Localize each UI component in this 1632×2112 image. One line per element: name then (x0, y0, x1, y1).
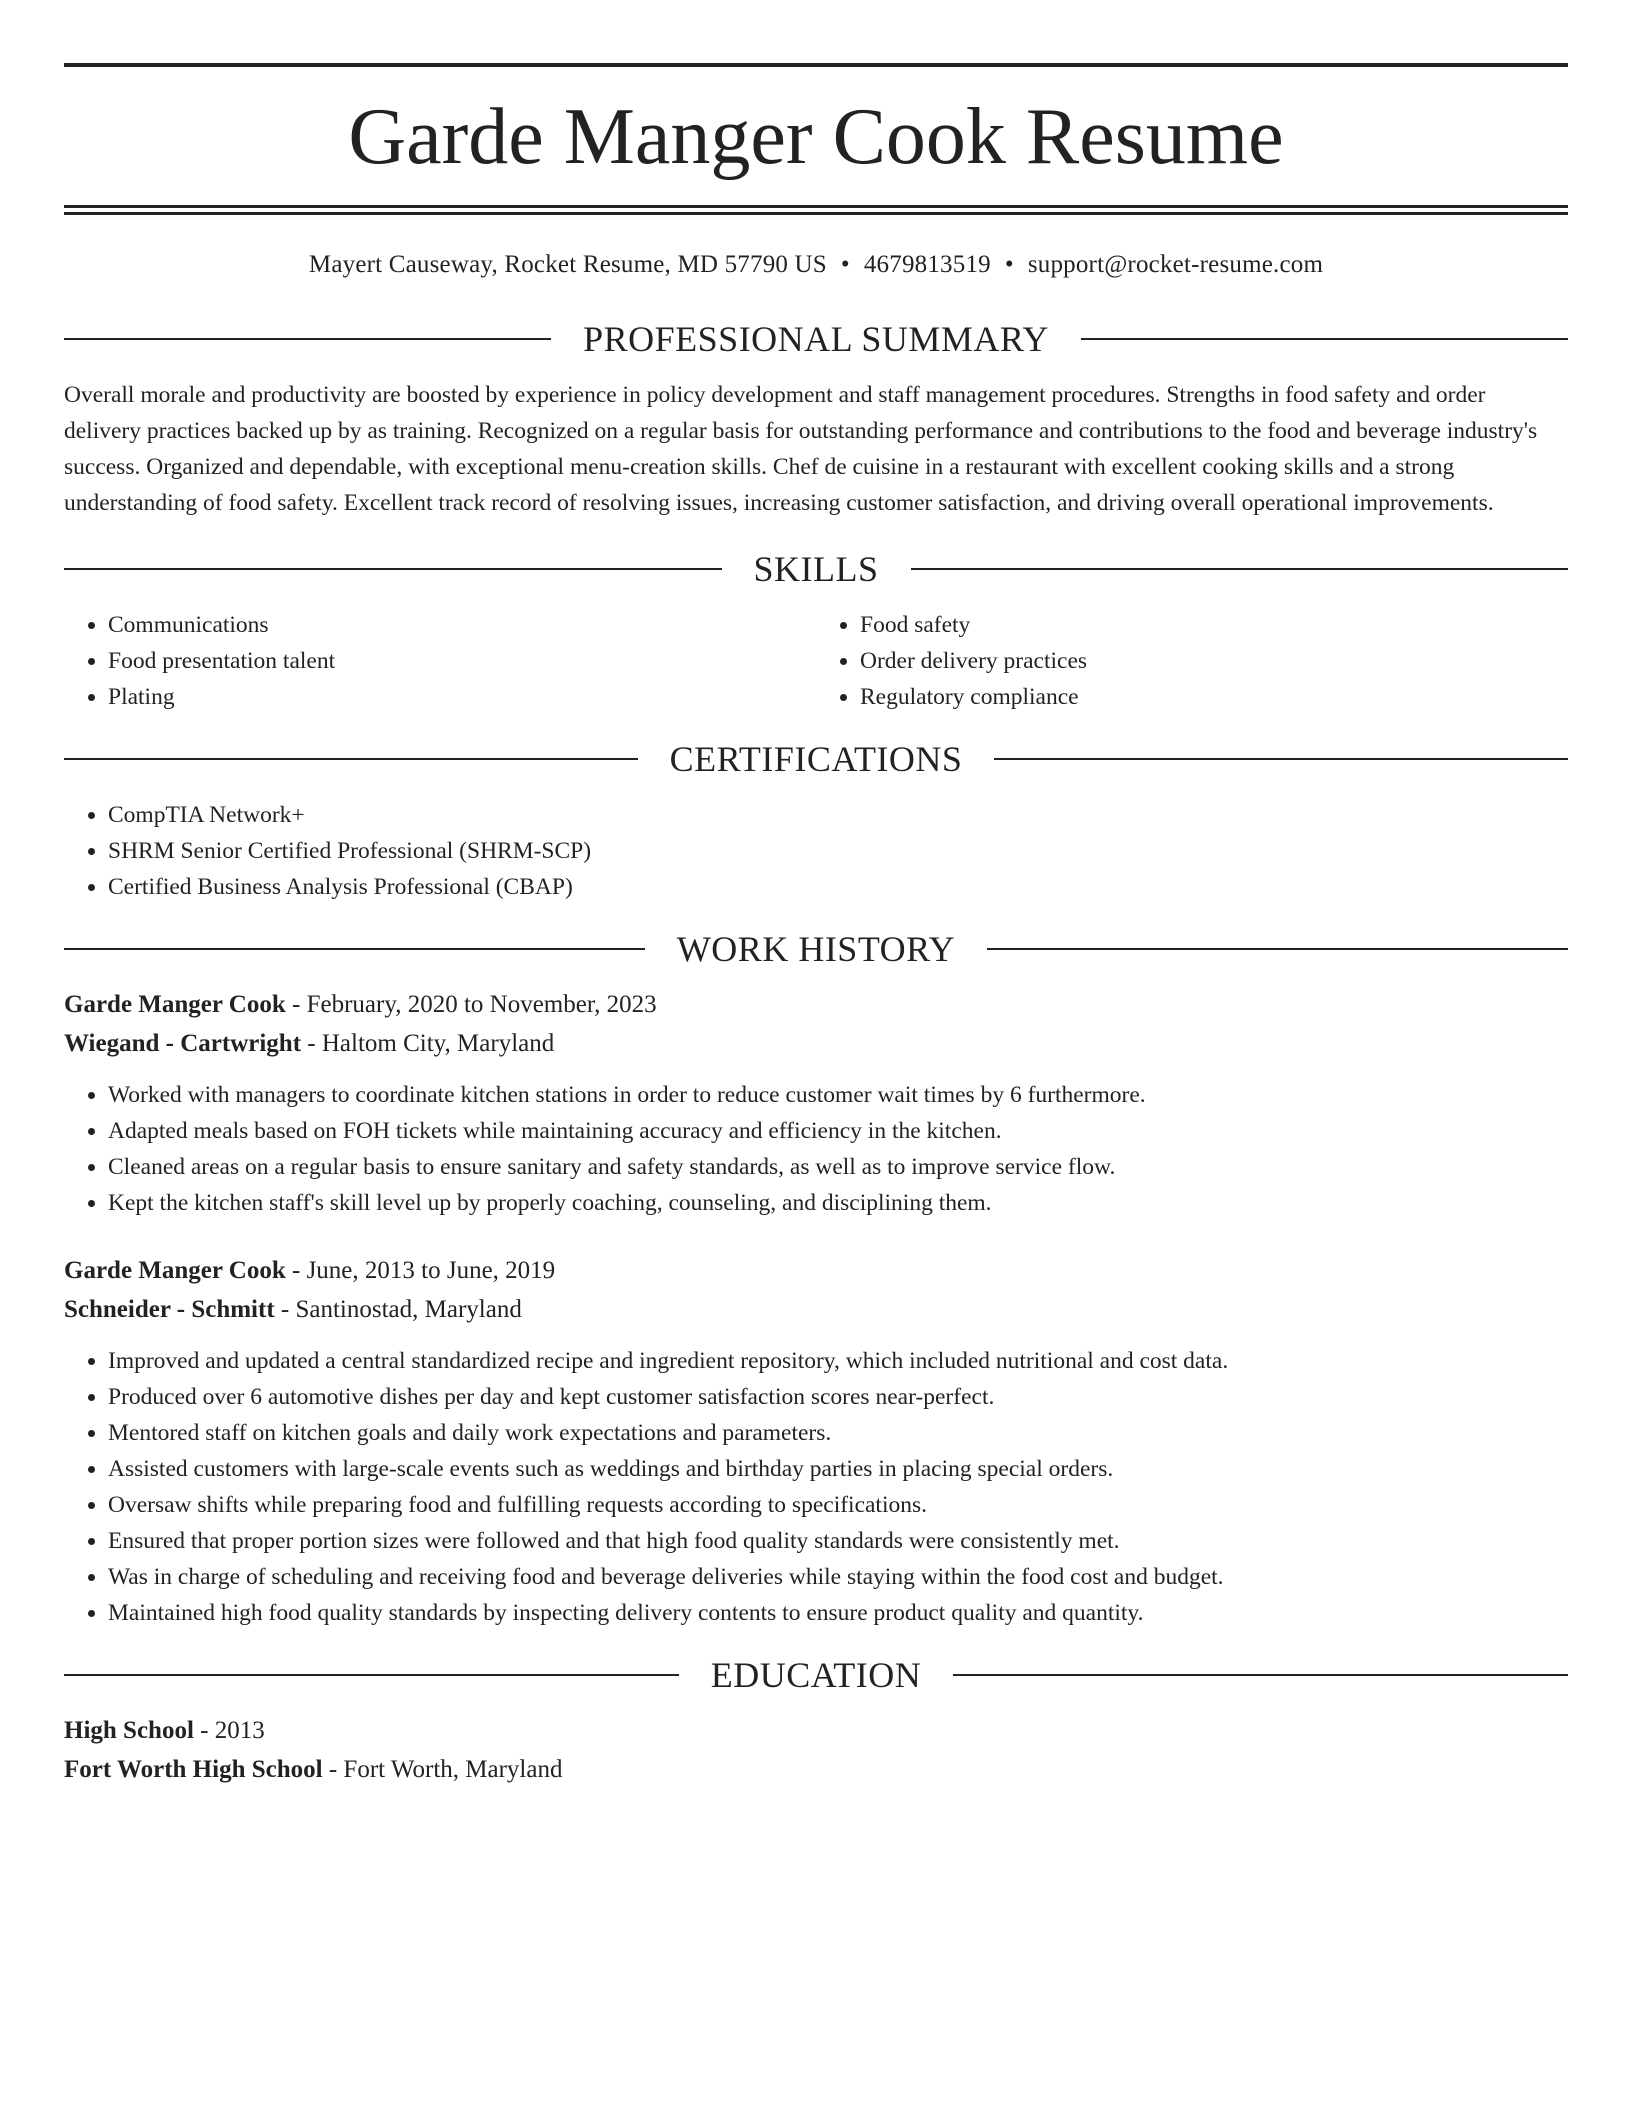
dash-separator: - (285, 1257, 307, 1284)
heading-rule (64, 1674, 679, 1676)
education-school-line (64, 1750, 1568, 1789)
skill-item: • Communications (108, 607, 816, 643)
heading-rule (64, 338, 551, 340)
job-title-line (64, 1251, 1568, 1290)
job-bullet: • Improved and updated a central standardized recipe and ingredient repository, which included nutritional and cost data. (108, 1343, 1568, 1379)
certification-item: • Certified Business Analysis Professional (CBAP) (108, 869, 1568, 905)
job-title: Garde Manger Cook (64, 1257, 286, 1284)
dash-separator: - (274, 1296, 296, 1323)
skill-item: • Food safety (860, 607, 1568, 643)
job-title-line (64, 985, 1568, 1024)
skill-item: • Order delivery practices (860, 643, 1568, 679)
job-location: Santinostad, Maryland (295, 1296, 522, 1323)
heading-rule (911, 568, 1569, 570)
section-heading-work-history (64, 931, 1568, 967)
certification-item: • CompTIA Network+ (108, 797, 1568, 833)
section-title: WORK HISTORY (676, 929, 956, 969)
dash-separator: - (285, 991, 307, 1018)
job-bullets (64, 1077, 1568, 1221)
job-dates: February, 2020 to November, 2023 (306, 991, 657, 1018)
skill-item: • Plating (108, 679, 816, 715)
heading-rule (994, 758, 1568, 760)
top-rule (64, 63, 1568, 67)
job-bullet: • Oversaw shifts while preparing food and fulfilling requests according to specifications. (108, 1487, 1568, 1523)
section-heading-summary (64, 321, 1568, 357)
job-company: Schneider - Schmitt (64, 1296, 275, 1323)
section-title: CERTIFICATIONS (669, 739, 963, 779)
job-bullet: • Mentored staff on kitchen goals and daily work expectations and parameters. (108, 1415, 1568, 1451)
education-degree: High School (64, 1717, 194, 1744)
section-title: PROFESSIONAL SUMMARY (583, 319, 1049, 359)
heading-rule (64, 568, 722, 570)
job-bullet: • Worked with managers to coordinate kitchen stations in order to reduce customer wait times by 6 furthermore. (108, 1077, 1568, 1113)
title-double-rule (64, 205, 1568, 215)
job-bullet: • Assisted customers with large-scale events such as weddings and birthday parties in placing special orders. (108, 1451, 1568, 1487)
contact-phone: 4679813519 (863, 251, 991, 278)
job-bullets (64, 1343, 1568, 1631)
job-bullet: • Adapted meals based on FOH tickets while maintaining accuracy and efficiency in the kitchen. (108, 1113, 1568, 1149)
certifications-list (64, 797, 1568, 905)
section-title: SKILLS (753, 549, 879, 589)
dash-separator: - (322, 1756, 344, 1783)
education-location: Fort Worth, Maryland (343, 1756, 563, 1783)
contact-line (64, 251, 1568, 279)
contact-separator: • (840, 251, 850, 278)
education-entry (64, 1711, 1568, 1789)
contact-separator: • (1004, 251, 1014, 278)
job-entry (64, 985, 1568, 1221)
job-dates: June, 2013 to June, 2019 (306, 1257, 556, 1284)
skill-item: • Food presentation talent (108, 643, 816, 679)
job-title: Garde Manger Cook (64, 991, 286, 1018)
heading-rule (1081, 338, 1568, 340)
skills-column-right (816, 607, 1568, 715)
heading-rule (64, 758, 638, 760)
section-heading-skills (64, 551, 1568, 587)
job-bullet: • Kept the kitchen staff's skill level up by properly coaching, counseling, and disciplining them. (108, 1185, 1568, 1221)
dash-separator: - (193, 1717, 215, 1744)
education-school: Fort Worth High School (64, 1756, 323, 1783)
heading-rule (987, 948, 1568, 950)
section-heading-certifications (64, 741, 1568, 777)
dash-separator: - (301, 1030, 322, 1057)
heading-rule (64, 948, 645, 950)
education-year: 2013 (214, 1717, 265, 1744)
education-degree-line (64, 1711, 1568, 1750)
job-company-line (64, 1290, 1568, 1329)
contact-email: support@rocket-resume.com (1027, 251, 1324, 278)
job-location: Haltom City, Maryland (321, 1030, 555, 1057)
heading-rule (953, 1674, 1568, 1676)
job-company-line (64, 1024, 1568, 1063)
job-bullet: • Produced over 6 automotive dishes per day and kept customer satisfaction scores near-perfect. (108, 1379, 1568, 1415)
summary-text: Overall morale and productivity are boosted by experience in policy development and staff management procedures. Strengths in food safety and order delivery practices backed up by as training. Recognized on a regular basis for outstanding performance and contributions to the food and beverage industry's success. Organized and dependable, with exceptional menu-creation skills. Chef de cuisine in a restaurant with excellent cooking skills and a strong understanding of food safety. Excellent track record of resolving issues, increasing customer satisfaction, and driving overall operational improvements. (64, 382, 1538, 516)
job-bullet: • Maintained high food quality standards by inspecting delivery contents to ensure product quality and quantity. (108, 1595, 1568, 1631)
section-title: EDUCATION (710, 1655, 922, 1695)
section-heading-education (64, 1657, 1568, 1693)
job-company: Wiegand - Cartwright (64, 1030, 302, 1057)
certification-item: • SHRM Senior Certified Professional (SHRM-SCP) (108, 833, 1568, 869)
job-bullet: • Was in charge of scheduling and receiving food and beverage deliveries while staying within the food cost and budget. (108, 1559, 1568, 1595)
skills-list (64, 607, 1568, 715)
resume-title: Garde Manger Cook Resume (348, 93, 1284, 181)
contact-address: Mayert Causeway, Rocket Resume, MD 57790 US (308, 251, 827, 278)
skill-item: • Regulatory compliance (860, 679, 1568, 715)
job-bullet: • Cleaned areas on a regular basis to ensure sanitary and safety standards, as well as to improve service flow. (108, 1149, 1568, 1185)
skills-column-left (64, 607, 816, 715)
job-entry (64, 1251, 1568, 1631)
job-bullet: • Ensured that proper portion sizes were followed and that high food quality standards were consistently met. (108, 1523, 1568, 1559)
